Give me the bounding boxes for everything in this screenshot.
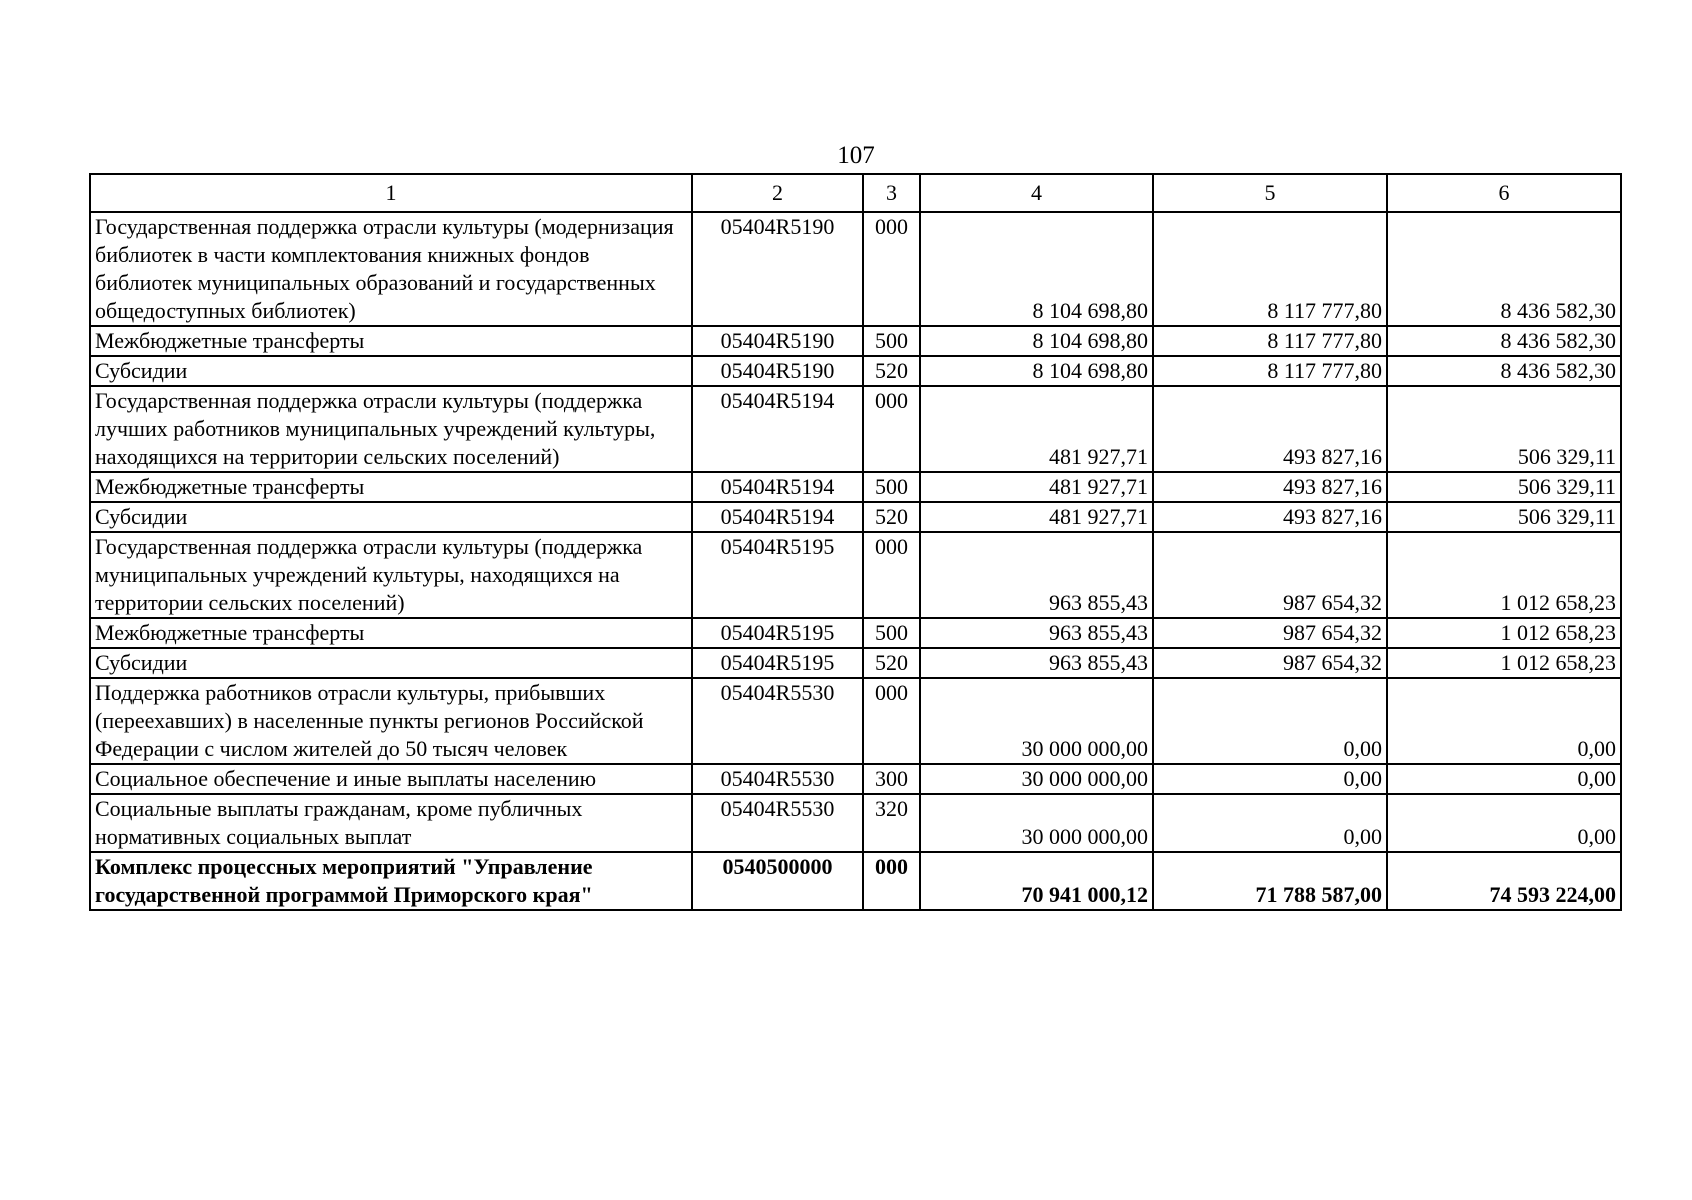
- row-code-cell: 05404R5530: [692, 794, 863, 852]
- row-value-col4-cell: 30 000 000,00: [920, 764, 1153, 794]
- row-value-col4-cell: 30 000 000,00: [920, 678, 1153, 764]
- row-name-cell: Социальное обеспечение и иные выплаты населению: [90, 764, 692, 794]
- row-value-col5-cell: 0,00: [1153, 678, 1387, 764]
- row-value-col6-cell: 506 329,11: [1387, 386, 1621, 472]
- row-value-col6-cell: 0,00: [1387, 794, 1621, 852]
- row-name-cell: Межбюджетные трансферты: [90, 472, 692, 502]
- budget-table: [89, 173, 1622, 911]
- row-name-cell: Субсидии: [90, 648, 692, 678]
- row-value-col4-cell: 963 855,43: [920, 648, 1153, 678]
- row-code-cell: 05404R5190: [692, 212, 863, 326]
- row-type-cell: 000: [863, 532, 920, 618]
- row-value-col5-cell: 71 788 587,00: [1153, 852, 1387, 910]
- row-value-col5-cell: 8 117 777,80: [1153, 356, 1387, 386]
- row-code-cell: 05404R5190: [692, 326, 863, 356]
- row-type-cell: 000: [863, 386, 920, 472]
- row-value-col4-cell: 963 855,43: [920, 532, 1153, 618]
- row-value-col4-cell: 30 000 000,00: [920, 794, 1153, 852]
- row-name-cell: Государственная поддержка отрасли культуры (модернизация библиотек в части комплектования книжных фондов библиотек муниципальных образований и государственных общедоступных библиотек): [90, 212, 692, 326]
- table-row: [90, 764, 1621, 794]
- header-col-6: 6: [1387, 174, 1621, 212]
- row-code-cell: 05404R5195: [692, 532, 863, 618]
- row-code-cell: 05404R5194: [692, 502, 863, 532]
- row-name-cell: Государственная поддержка отрасли культуры (поддержка лучших работников муниципальных учреждений культуры, находящихся на территории сельских поселений): [90, 386, 692, 472]
- row-name-cell: Субсидии: [90, 502, 692, 532]
- row-code-cell: 05404R5530: [692, 764, 863, 794]
- header-col-1: 1: [90, 174, 692, 212]
- row-code-cell: 05404R5530: [692, 678, 863, 764]
- row-value-col5-cell: 0,00: [1153, 764, 1387, 794]
- row-value-col4-cell: 70 941 000,12: [920, 852, 1153, 910]
- table-row: [90, 794, 1621, 852]
- row-name-cell: Субсидии: [90, 356, 692, 386]
- row-code-cell: 0540500000: [692, 852, 863, 910]
- table-row: [90, 678, 1621, 764]
- row-code-cell: 05404R5190: [692, 356, 863, 386]
- row-type-cell: 000: [863, 852, 920, 910]
- row-value-col4-cell: 481 927,71: [920, 472, 1153, 502]
- table-row: [90, 618, 1621, 648]
- row-value-col5-cell: 493 827,16: [1153, 502, 1387, 532]
- table-row: [90, 502, 1621, 532]
- row-value-col5-cell: 493 827,16: [1153, 386, 1387, 472]
- row-value-col5-cell: 0,00: [1153, 794, 1387, 852]
- row-value-col4-cell: 963 855,43: [920, 618, 1153, 648]
- row-name-cell: Комплекс процессных мероприятий "Управление государственной программой Приморского края": [90, 852, 692, 910]
- row-code-cell: 05404R5194: [692, 472, 863, 502]
- header-col-2: 2: [692, 174, 863, 212]
- row-value-col5-cell: 493 827,16: [1153, 472, 1387, 502]
- table-header-row: [90, 174, 1621, 212]
- row-value-col5-cell: 987 654,32: [1153, 648, 1387, 678]
- row-name-cell: Государственная поддержка отрасли культуры (поддержка муниципальных учреждений культуры, находящихся на территории сельских поселений): [90, 532, 692, 618]
- row-name-cell: Межбюджетные трансферты: [90, 618, 692, 648]
- row-value-col4-cell: 8 104 698,80: [920, 212, 1153, 326]
- row-type-cell: 520: [863, 356, 920, 386]
- row-type-cell: 500: [863, 472, 920, 502]
- row-value-col6-cell: 506 329,11: [1387, 472, 1621, 502]
- row-value-col6-cell: 74 593 224,00: [1387, 852, 1621, 910]
- row-value-col4-cell: 8 104 698,80: [920, 356, 1153, 386]
- row-type-cell: 320: [863, 794, 920, 852]
- row-type-cell: 000: [863, 678, 920, 764]
- row-name-cell: Поддержка работников отрасли культуры, прибывших (переехавших) в населенные пункты регионов Российской Федерации с числом жителей до 50 тысяч человек: [90, 678, 692, 764]
- row-type-cell: 520: [863, 502, 920, 532]
- row-name-cell: Социальные выплаты гражданам, кроме публичных нормативных социальных выплат: [90, 794, 692, 852]
- row-value-col6-cell: 0,00: [1387, 678, 1621, 764]
- table-row: [90, 852, 1621, 910]
- header-col-5: 5: [1153, 174, 1387, 212]
- row-value-col4-cell: 8 104 698,80: [920, 326, 1153, 356]
- row-value-col6-cell: 8 436 582,30: [1387, 212, 1621, 326]
- row-value-col5-cell: 8 117 777,80: [1153, 326, 1387, 356]
- row-type-cell: 500: [863, 326, 920, 356]
- table-row: [90, 648, 1621, 678]
- row-value-col6-cell: 8 436 582,30: [1387, 356, 1621, 386]
- header-col-4: 4: [920, 174, 1153, 212]
- row-value-col6-cell: 1 012 658,23: [1387, 618, 1621, 648]
- table-row: [90, 212, 1621, 326]
- row-value-col5-cell: 987 654,32: [1153, 532, 1387, 618]
- row-type-cell: 500: [863, 618, 920, 648]
- row-type-cell: 300: [863, 764, 920, 794]
- row-code-cell: 05404R5194: [692, 386, 863, 472]
- table-row: [90, 472, 1621, 502]
- row-value-col6-cell: 8 436 582,30: [1387, 326, 1621, 356]
- table-row: [90, 386, 1621, 472]
- row-value-col5-cell: 8 117 777,80: [1153, 212, 1387, 326]
- table-row: [90, 326, 1621, 356]
- row-value-col4-cell: 481 927,71: [920, 386, 1153, 472]
- row-value-col6-cell: 1 012 658,23: [1387, 648, 1621, 678]
- row-name-cell: Межбюджетные трансферты: [90, 326, 692, 356]
- row-type-cell: 520: [863, 648, 920, 678]
- row-value-col6-cell: 1 012 658,23: [1387, 532, 1621, 618]
- row-value-col6-cell: 506 329,11: [1387, 502, 1621, 532]
- table-row: [90, 356, 1621, 386]
- row-value-col5-cell: 987 654,32: [1153, 618, 1387, 648]
- row-type-cell: 000: [863, 212, 920, 326]
- page-number: 107: [837, 142, 875, 169]
- row-code-cell: 05404R5195: [692, 648, 863, 678]
- row-value-col6-cell: 0,00: [1387, 764, 1621, 794]
- row-code-cell: 05404R5195: [692, 618, 863, 648]
- row-value-col4-cell: 481 927,71: [920, 502, 1153, 532]
- header-col-3: 3: [863, 174, 920, 212]
- table-row: [90, 532, 1621, 618]
